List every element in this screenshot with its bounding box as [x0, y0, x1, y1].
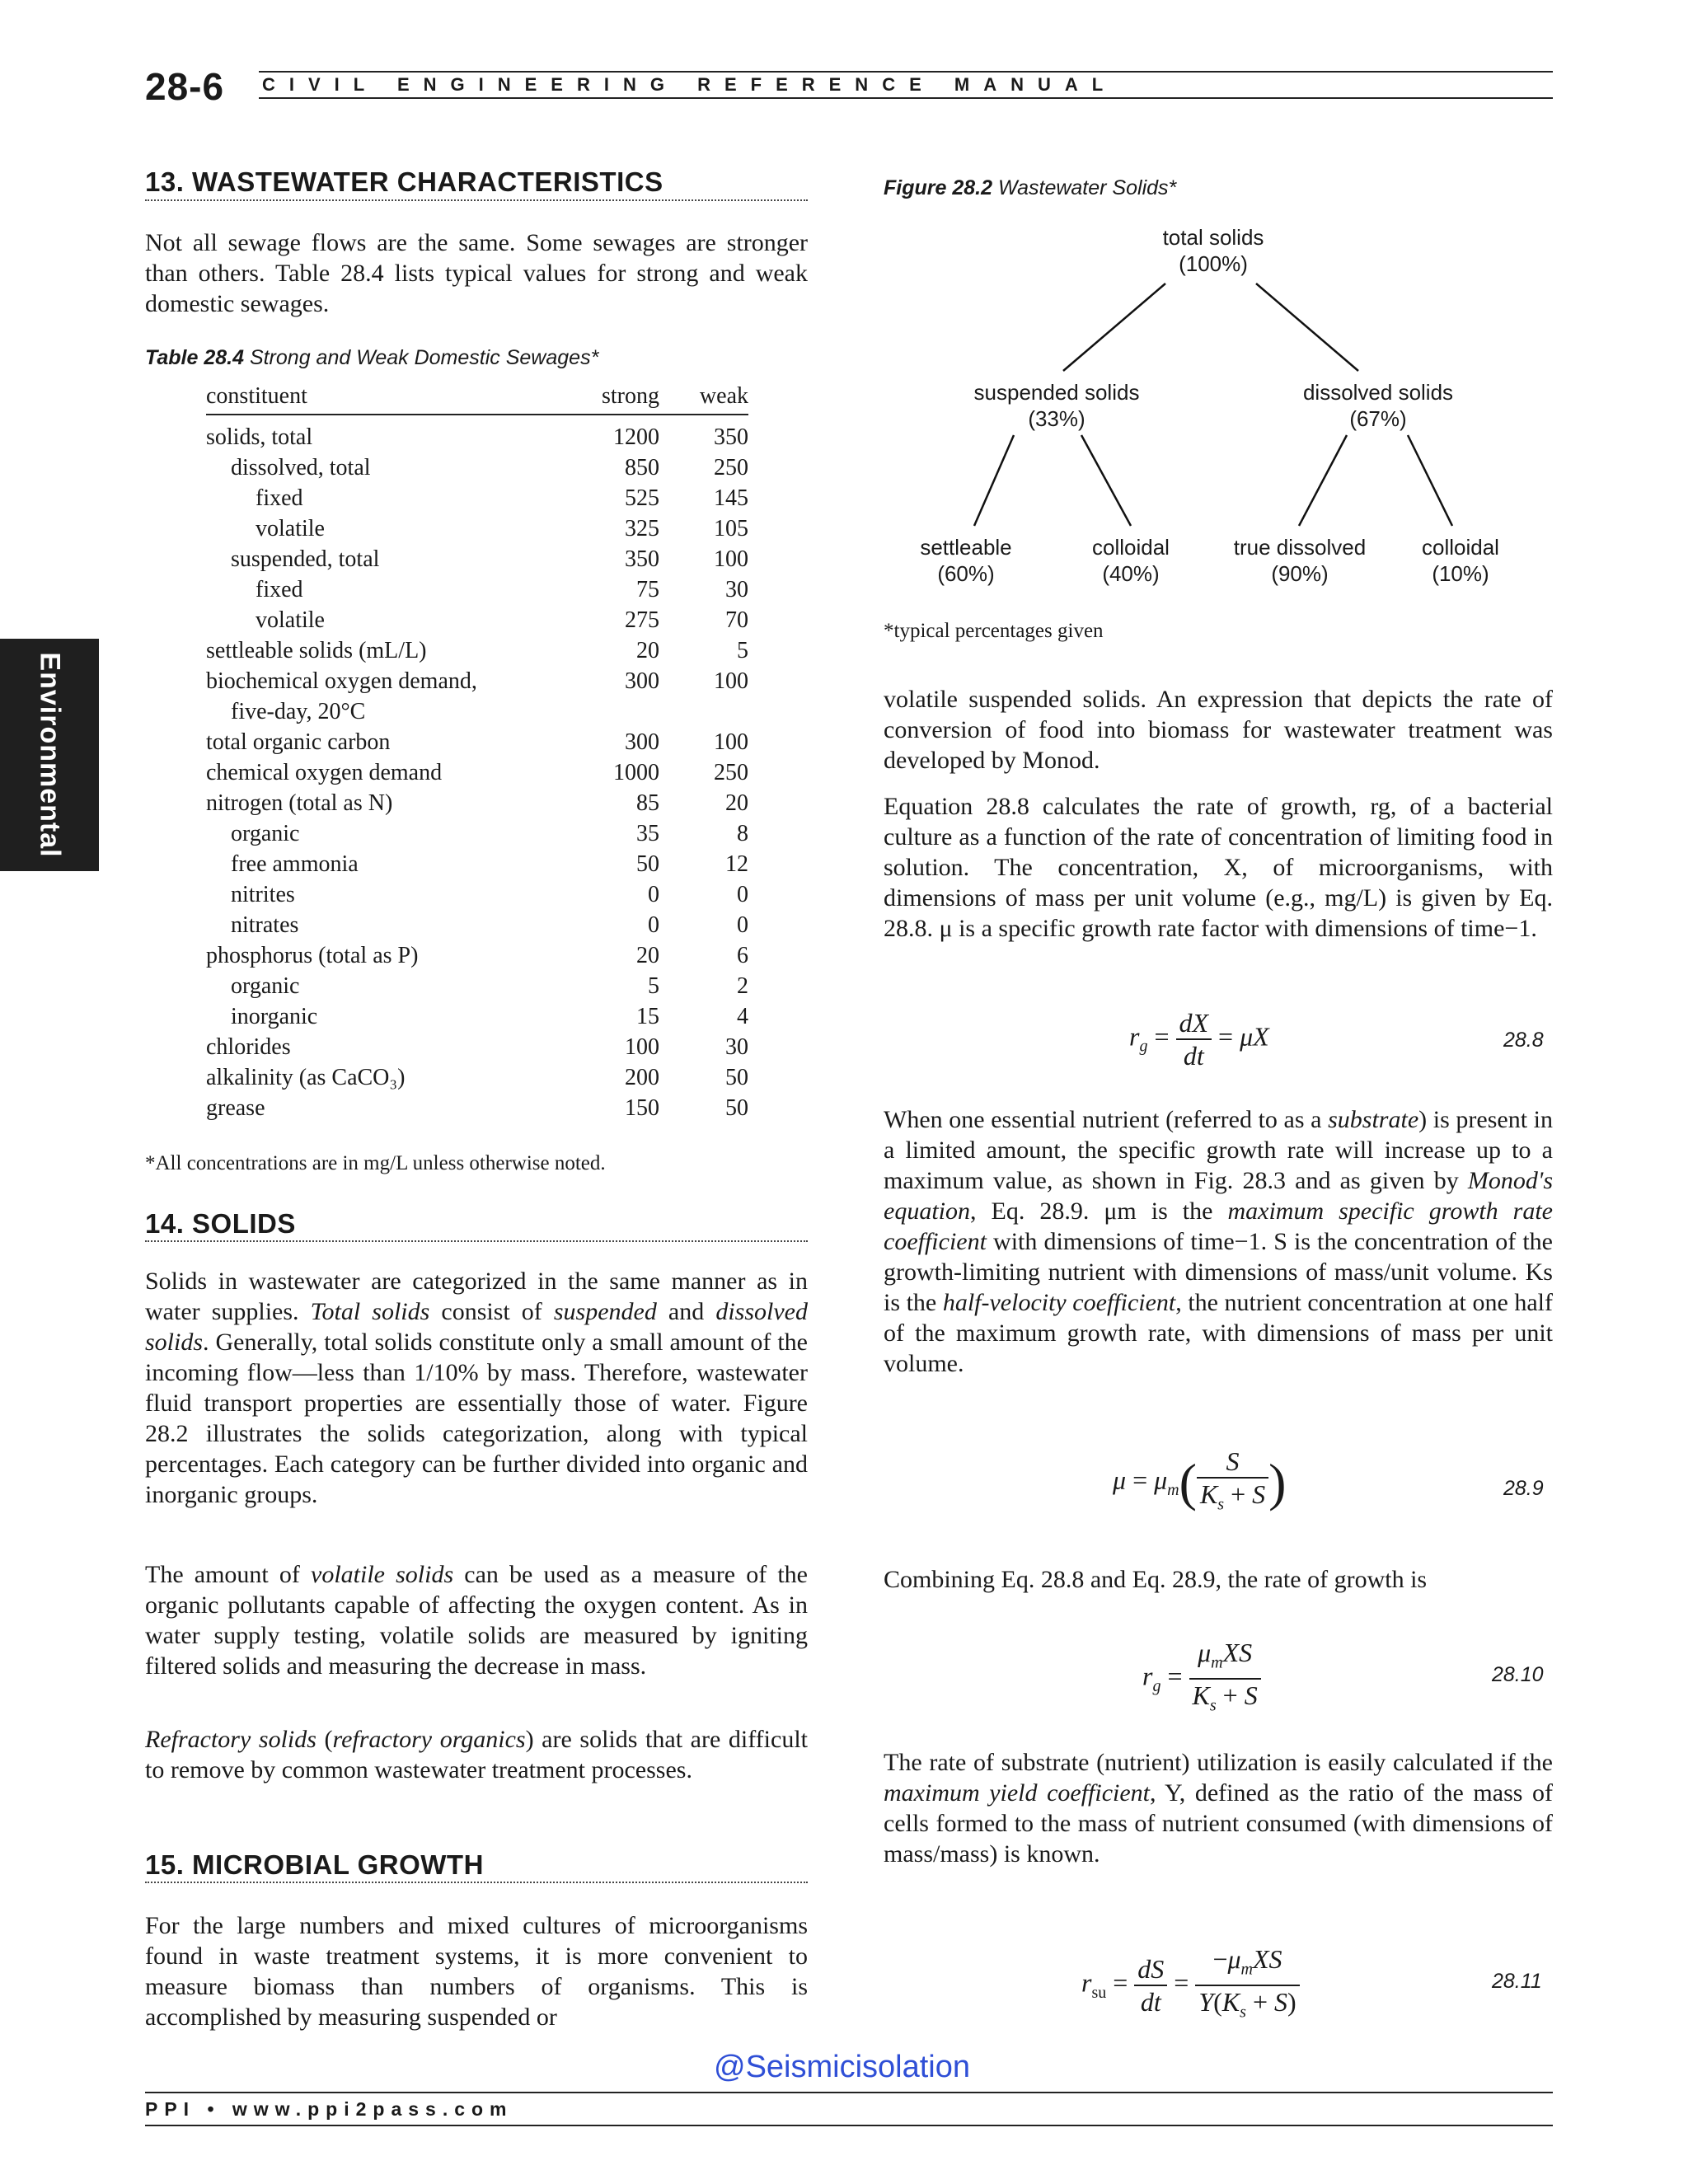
node-suspended-pct: (33%) — [1028, 406, 1085, 431]
cell-weak: 50 — [725, 1065, 748, 1090]
table-row — [206, 818, 748, 849]
section-15-rule — [145, 1882, 808, 1883]
edge-total-suspended — [1063, 284, 1165, 371]
cell-strong: 75 — [636, 577, 659, 602]
page-number: 28-6 — [145, 65, 225, 108]
cell-weak: 8 — [737, 821, 748, 846]
figure-caption-title: Wastewater Solids* — [997, 176, 1177, 199]
table-row — [206, 879, 748, 910]
node-total-label: total solids — [1162, 225, 1264, 250]
cell-constituent: chlorides — [206, 1034, 291, 1060]
cell-strong: 200 — [625, 1065, 659, 1090]
cell-strong: 300 — [625, 729, 659, 755]
table-row — [206, 414, 748, 452]
cell-strong: 150 — [625, 1095, 659, 1121]
cell-constituent: biochemical oxygen demand, — [206, 668, 477, 694]
cell-strong: 300 — [625, 668, 659, 694]
cell-strong: 350 — [625, 546, 659, 572]
table-row — [206, 940, 748, 971]
cell-strong: 15 — [636, 1004, 659, 1029]
equation-28-8: $r_g$ = $\frac{dX}{dt}$ = μX — [1129, 1008, 1269, 1071]
cell-strong: 275 — [625, 607, 659, 633]
cell-strong: 50 — [636, 851, 659, 877]
cell-constituent: inorganic — [231, 1004, 318, 1029]
footer-text: PPI • www.ppi2pass.com — [145, 2098, 513, 2120]
section-14-paragraph-2: The amount of volatile solids can be used as a measure of the organic pollutants capable of affecting the oxygen content. As in water supply testing, volatile solids are measured by igniting filtered solids and measuring the decrease in mass. — [145, 1561, 808, 1680]
table-row — [206, 757, 748, 788]
node-settleable-pct: (60%) — [937, 561, 995, 586]
table-row — [206, 727, 748, 757]
node-colloidal1-label: colloidal — [1092, 535, 1170, 560]
edge-dissolved-true — [1299, 435, 1347, 526]
cell-weak: 100 — [714, 729, 748, 755]
node-dissolved-pct: (67%) — [1349, 406, 1407, 431]
node-true-dissolved — [1205, 534, 1395, 587]
cell-strong: 0 — [648, 912, 659, 938]
node-settleable-label: settleable — [920, 535, 1012, 560]
cell-constituent: free ammonia — [231, 851, 359, 877]
cell-strong — [560, 696, 659, 727]
equation-number-28-10: 28.10 — [1492, 1663, 1544, 1686]
cell-weak: 105 — [714, 516, 748, 541]
cell-weak: 70 — [725, 607, 748, 633]
cell-constituent: nitrites — [231, 882, 295, 907]
cell-constituent: settleable solids (mL/L) — [206, 638, 427, 663]
cell-strong: 35 — [636, 821, 659, 846]
cell-weak: 250 — [714, 455, 748, 480]
section-14-heading: 14. SOLIDS — [145, 1208, 296, 1239]
equation-28-10: $r_g$ = $\frac{\mu_mXS}{K_s + S}$ — [1142, 1637, 1261, 1722]
table-row — [206, 910, 748, 940]
figure-caption-number: Figure 28.2 — [884, 176, 992, 199]
figure-caption — [884, 176, 1176, 200]
cell-weak: 100 — [714, 546, 748, 572]
edge-dissolved-colloidal — [1408, 435, 1452, 526]
cell-weak: 2 — [737, 973, 748, 999]
cell-constituent: organic — [231, 973, 300, 999]
edge-suspended-colloidal — [1081, 435, 1131, 526]
equation-number-28-9: 28.9 — [1503, 1477, 1544, 1500]
side-tab-label: Environmental — [34, 652, 66, 858]
side-tab — [0, 639, 99, 871]
section-14-rule — [145, 1240, 808, 1242]
cell-weak: 30 — [725, 577, 748, 602]
node-colloidal2-label: colloidal — [1422, 535, 1499, 560]
cell-strong: 85 — [636, 790, 659, 816]
node-suspended-solids — [933, 379, 1180, 432]
header-rule-top — [259, 71, 1553, 73]
cell-strong: 325 — [625, 516, 659, 541]
node-dissolved-solids — [1254, 379, 1502, 432]
cell-constituent: phosphorus (total as P) — [206, 943, 419, 968]
cell-constituent: dissolved, total — [231, 455, 371, 480]
cell-weak: 6 — [737, 943, 748, 968]
cell-constituent: nitrates — [231, 912, 299, 938]
right-paragraph-2: Equation 28.8 calculates the rate of growth, rg, of a bacterial culture as a function of the rate of concentration of limiting food in solution. The concentration, X, of microorganisms, with dimensions of mass per unit volume (e.g., mg/L) is given by Eq. 28.8. μ is a specific growth rate factor with dimensions of time−1. — [884, 793, 1553, 942]
table-row — [206, 544, 748, 574]
cell-weak: 5 — [737, 638, 748, 663]
table-caption-title: Strong and Weak Domestic Sewages* — [249, 346, 599, 369]
header-weak: weak — [699, 383, 748, 409]
cell-strong: 5 — [648, 973, 659, 999]
equation-number-28-8: 28.8 — [1503, 1029, 1544, 1052]
cell-weak: 350 — [714, 424, 748, 450]
edge-suspended-settleable — [974, 435, 1014, 526]
cell-strong: 20 — [636, 638, 659, 663]
table-row — [206, 1001, 748, 1032]
node-dissolved-label: dissolved solids — [1302, 380, 1454, 405]
cell-constituent: chemical oxygen demand — [206, 760, 443, 785]
table-caption — [145, 346, 598, 370]
cell-weak: 4 — [737, 1004, 748, 1029]
section-14-paragraph-1: Solids in wastewater are categorized in the same manner as in water supplies. Total solids consist of suspended and dissolved solids. Generally, total solids constitute only a small amount of the incoming flow—less than 1/10% by mass. Therefore, wastewater fluid transport properties are essentially those of water. Figure 28.2 illustrates the solids categorization, along with typical percentages. Each category can be further divided into organic and inorganic groups. — [145, 1268, 808, 1508]
cell-constituent: fixed — [256, 485, 303, 511]
right-paragraph-3: When one essential nutrient (referred to as a substrate) is present in a limited amount, the specific growth rate will increase up to a maximum value, as shown in Fig. 28.3 and as given by Monod's equation, Eq. 28.9. μm is the maximum specific growth rate coefficient with dimensions of time−1. S is the concentration of the growth-limiting nutrient with dimensions of mass/unit volume. Ks is the half-velocity coefficient, the nutrient concentration at one half of the maximum growth rate, with dimensions of mass per unit volume. — [884, 1106, 1553, 1377]
right-paragraph-5: The rate of substrate (nutrient) utilization is easily calculated if the maximum yield coefficient, Y, defined as the ratio of the mass of cells formed to the mass of nutrient consumed (with dimensions of mass/mass) is known. — [884, 1749, 1553, 1868]
section-15-heading: 15. MICROBIAL GROWTH — [145, 1849, 484, 1880]
table-row — [206, 635, 748, 666]
node-colloidal1-pct: (40%) — [1102, 561, 1160, 586]
cell-weak: 0 — [737, 912, 748, 938]
header-strong: strong — [602, 383, 659, 409]
cell-weak: 0 — [737, 882, 748, 907]
table-row — [206, 1032, 748, 1062]
node-suspended-label: suspended solids — [973, 380, 1140, 405]
cell-weak — [659, 696, 748, 727]
node-total-pct: (100%) — [1179, 251, 1248, 276]
cell-weak: 250 — [714, 760, 748, 785]
table-row — [206, 1062, 748, 1093]
cell-weak: 30 — [725, 1034, 748, 1060]
cell-strong: 850 — [625, 455, 659, 480]
cell-constituent: organic — [231, 821, 300, 846]
section-13-heading: 13. WASTEWATER CHARACTERISTICS — [145, 166, 663, 197]
cell-constituent: five-day, 20°C — [231, 699, 366, 724]
table-row — [206, 605, 748, 635]
figure-footnote: *typical percentages given — [884, 620, 1104, 642]
cell-strong: 1000 — [613, 760, 659, 785]
right-paragraph-4: Combining Eq. 28.8 and Eq. 28.9, the rate of growth is — [884, 1566, 1428, 1593]
cell-weak: 145 — [714, 485, 748, 511]
node-colloidal2-pct: (10%) — [1432, 561, 1489, 586]
footer-rule — [145, 2092, 1553, 2093]
section-13-rule — [145, 199, 808, 201]
table-row — [206, 788, 748, 818]
node-colloidal-dissolved — [1386, 534, 1535, 587]
cell-weak: 50 — [725, 1095, 748, 1121]
cell-constituent: solids, total — [206, 424, 313, 450]
table-row — [206, 696, 748, 727]
cell-strong: 20 — [636, 943, 659, 968]
sewage-table — [206, 381, 748, 1123]
cell-constituent: nitrogen (total as N) — [206, 790, 393, 816]
right-paragraph-1: volatile suspended solids. An expression that depicts the rate of conversion of food into biomass for wastewater treatment was developed by Monod. — [884, 686, 1553, 774]
cell-constituent: suspended, total — [231, 546, 380, 572]
cell-constituent: total organic carbon — [206, 729, 391, 755]
section-15-paragraph: For the large numbers and mixed cultures of microorganisms found in waste treatment systems, it is more convenient to measure biomass than numbers of organisms. This is accomplished by measuring suspended or — [145, 1912, 808, 2031]
cell-constituent: volatile — [256, 607, 325, 633]
header-constituent: constituent — [206, 383, 307, 409]
table-header-rule — [206, 414, 748, 415]
cell-weak: 12 — [725, 851, 748, 877]
table-row — [206, 574, 748, 605]
header-rule — [259, 97, 1553, 99]
cell-constituent: fixed — [256, 577, 303, 602]
node-settleable — [884, 534, 1048, 587]
cell-strong: 0 — [648, 882, 659, 907]
table-row — [206, 513, 748, 544]
section-14-paragraph-3: Refractory solids (refractory organics) are solids that are difficult to remove by common wastewater treatment processes. — [145, 1726, 808, 1783]
table-row — [206, 1093, 748, 1123]
node-colloidal-suspended — [1048, 534, 1213, 587]
table-row — [206, 483, 748, 513]
equation-number-28-11: 28.11 — [1492, 1970, 1542, 1993]
table-caption-number: Table 28.4 — [145, 346, 244, 369]
cell-weak: 100 — [714, 668, 748, 694]
cell-strong: 1200 — [613, 424, 659, 450]
table-row — [206, 971, 748, 1001]
equation-28-11: $r_{su}$ = $\frac{dS}{dt}$ = $\frac{-\mu_mXS}{Y(K_s + S)}$ — [1081, 1943, 1300, 2028]
node-true-dissolved-pct: (90%) — [1271, 561, 1329, 586]
section-13-paragraph: Not all sewage flows are the same. Some sewages are stronger than others. Table 28.4 lists typical values for strong and weak domestic sewages. — [145, 229, 808, 317]
cell-strong: 100 — [625, 1034, 659, 1060]
table-row — [206, 452, 748, 483]
watermark: @Seismicisolation — [714, 2050, 971, 2084]
edge-total-dissolved — [1256, 284, 1358, 371]
table-footnote: *All concentrations are in mg/L unless otherwise noted. — [145, 1152, 606, 1174]
table-row — [206, 666, 748, 696]
node-total-solids — [1090, 224, 1337, 277]
running-title: CIVIL ENGINEERING REFERENCE MANUAL — [262, 74, 1118, 95]
cell-weak: 20 — [725, 790, 748, 816]
cell-constituent: volatile — [256, 516, 325, 541]
equation-28-9: $\mu = \mu_m$( $\frac{S}{K_s + S}$ ) — [1113, 1446, 1287, 1514]
table-header-row — [206, 381, 748, 414]
cell-constituent: grease — [206, 1095, 265, 1121]
cell-strong: 525 — [625, 485, 659, 511]
footer-rule-bottom — [145, 2125, 1553, 2126]
cell-constituent: alkalinity (as CaCO₃) — [206, 1065, 406, 1090]
node-true-dissolved-label: true dissolved — [1233, 535, 1367, 560]
table-row — [206, 849, 748, 879]
